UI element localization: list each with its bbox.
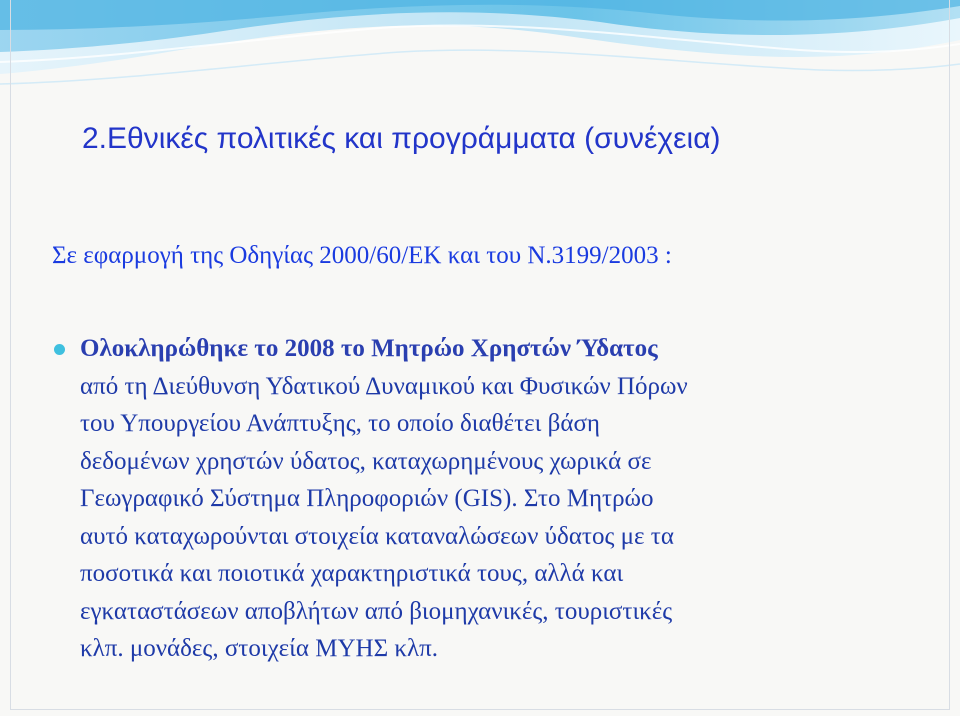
bullet-line: δεδομένων χρηστών ύδατος, καταχωρημένους χωρικά σε [80, 447, 652, 475]
bullet-line: του Υπουργείου Ανάπτυξης, το οποίο διαθέτει βάση [80, 410, 600, 437]
bullet-lead: Ολοκληρώθηκε το 2008 το Μητρώο Χρηστών Ύδατος [80, 335, 658, 362]
bullet-line: Γεωγραφικό Σύστημα Πληροφοριών (GIS). Στο Μητρώο [80, 485, 654, 512]
bullet-line: κλπ. μονάδες, στοιχεία ΜΥΗΣ κλπ. [80, 635, 438, 662]
bullet-paragraph [80, 330, 940, 668]
bullet-line: από τη Διεύθυνση Υδατικού Δυναμικού και Φυσικών Πόρων [80, 372, 688, 400]
bullet-icon [54, 344, 65, 355]
bullet-line: ποσοτικά και ποιοτικά χαρακτηριστικά τους, αλλά και [80, 560, 624, 587]
slide-subtitle: Σε εφαρμογή της Οδηγίας 2000/60/ΕΚ και του Ν.3199/2003 : [52, 242, 672, 269]
slide-title: 2.Εθνικές πολιτικές και προγράμματα (συνέχεια) [82, 122, 721, 155]
bullet-line: αυτό καταχωρούνται στοιχεία καταναλώσεων ύδατος με τα [80, 522, 674, 550]
bullet-line: εγκαταστάσεων αποβλήτων από βιομηχανικές, τουριστικές [80, 597, 673, 625]
